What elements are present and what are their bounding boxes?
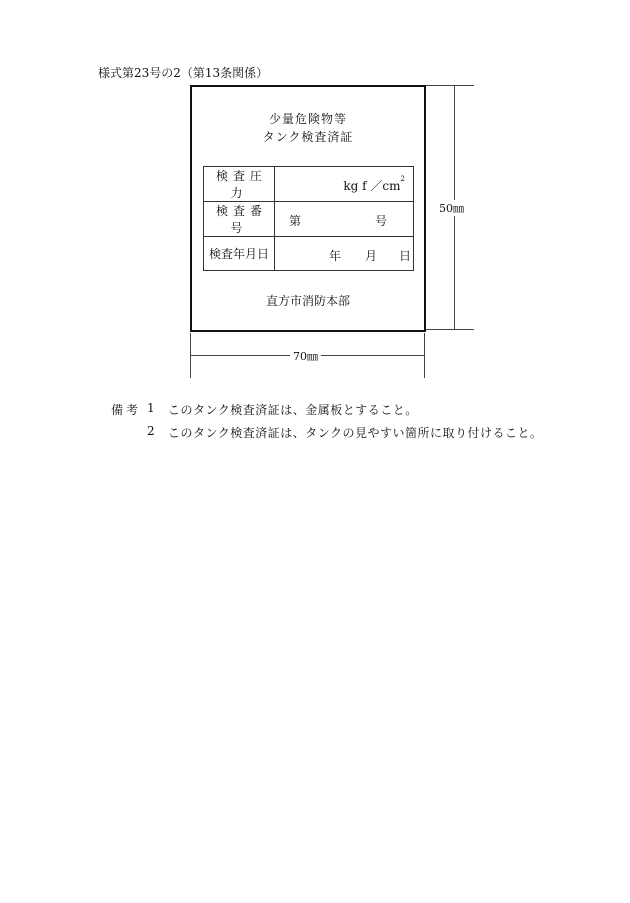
number-label: 検査番号 — [215, 204, 267, 235]
height-dim-ext-bottom — [426, 329, 474, 330]
inspection-table — [203, 166, 414, 271]
number-value-cell — [275, 202, 414, 237]
pressure-unit-sup: 2 — [400, 175, 405, 183]
number-suffix: 号 — [375, 214, 388, 228]
table-row — [204, 202, 414, 237]
table-row — [204, 167, 414, 202]
height-dim-ext-top — [426, 85, 474, 86]
height-dim-label: 50㎜ — [436, 200, 467, 216]
note-2-text: このタンク検査済証は、タンクの見やすい箇所に取り付けること。 — [168, 426, 543, 440]
date-month: 月 — [365, 249, 378, 263]
pressure-label: 検査圧力 — [215, 169, 267, 200]
number-prefix: 第 — [289, 214, 302, 228]
note-2-number: 2 — [147, 424, 155, 438]
number-label-cell — [204, 202, 275, 237]
plate-footer: 直方市消防本部 — [265, 294, 350, 308]
notes-title: 備考 — [111, 403, 142, 417]
date-label-cell — [204, 237, 275, 271]
note-1-number: 1 — [147, 401, 155, 415]
form-label: 様式第23号の2（第13条関係） — [98, 66, 269, 80]
date-label: 検査年月日 — [208, 247, 269, 261]
pressure-unit-main: kg f ／cm — [343, 179, 401, 193]
note-1-text: このタンク検査済証は、金属板とすること。 — [168, 403, 418, 417]
date-year: 年 — [329, 249, 342, 263]
width-dim-label: 70㎜ — [290, 348, 321, 364]
table-row — [204, 237, 414, 271]
date-value-cell — [275, 237, 414, 271]
plate-title-line2: タンク検査済証 — [262, 130, 354, 144]
plate-title-line1: 少量危険物等 — [268, 112, 347, 126]
pressure-unit — [343, 177, 405, 194]
pressure-label-cell — [204, 167, 275, 202]
pressure-value-cell — [275, 167, 414, 202]
inspection-plate — [190, 85, 426, 332]
date-day: 日 — [399, 249, 412, 263]
